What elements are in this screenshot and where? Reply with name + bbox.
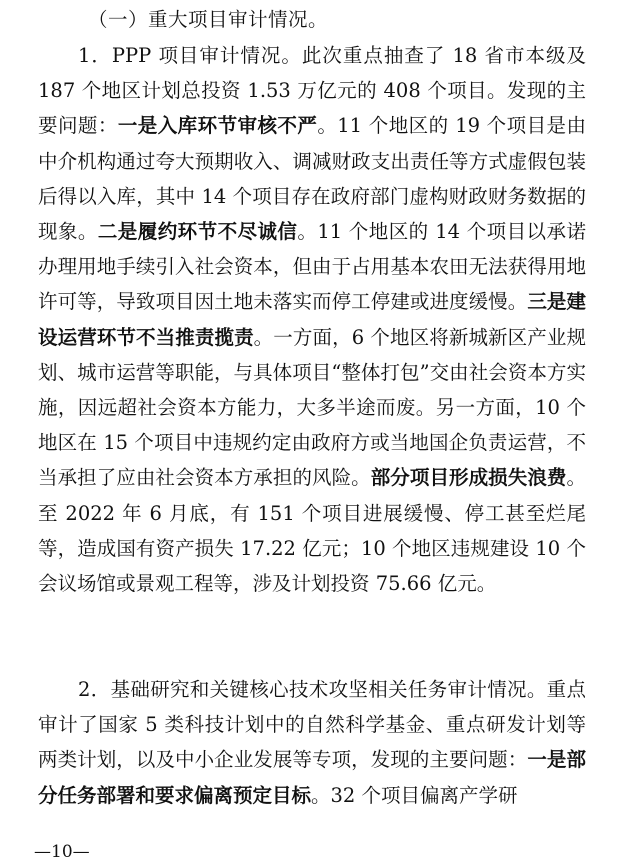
bold-point-1: 一是部分任务部署和要求偏离预定目标 (38, 748, 586, 807)
paragraph-text: 。一方面，6 个地区将新城新区产业规划、城市运营等职能，与具体项目“整体打包”交由社会资本方实施，因远超社会资本方能力，大多半途而废。另一方面，10 个地区在 15 个项目中违规约定由政府方或当地国企负责运营，不当承担了应由社会资本方承担的风险。 (38, 325, 586, 490)
bold-point-1: 一是入库环节审核不严 (117, 114, 318, 138)
paragraph-text: 。32 个项目偏离产学研 (311, 783, 518, 807)
bold-point-4: 部分项目形成损失浪费 (370, 466, 567, 490)
paragraph-text: 。11 个地区的 14 个项目以承诺办理用地手续引入社会资本，但由于占用基本农田无法获得用地许可等，导致项目因土地未落实而停工停建或进度缓慢。 (38, 220, 586, 314)
paragraph-ppp-audit (38, 38, 586, 601)
page-number: —10— (34, 842, 90, 862)
paragraph-text: 2．基础研究和关键核心技术攻坚相关任务审计情况。重点审计了国家 5 类科技计划中的自然科学基金、重点研发计划等两类计划，以及中小企业发展等专项，发现的主要问题： (38, 678, 586, 772)
paragraph-research-audit (38, 672, 586, 813)
section-heading: （一）重大项目审计情况。 (88, 8, 329, 31)
paragraph-text: 。至 2022 年 6 月底，有 151 个项目进展缓慢、停工甚至烂尾等，造成国有资产损失 17.22 亿元；10 个地区违规建设 10 个会议场馆或景观工程等，涉及计划投资 75.66 亿元。 (38, 466, 586, 596)
paragraph-text: 。11 个地区的 19 个项目是由中介机构通过夸大预期收入、调减财政支出责任等方式虚假包装后得以入库，其中 14 个项目存在政府部门虚构财政财务数据的现象。 (38, 114, 586, 244)
paragraph-text: 1．PPP 项目审计情况。此次重点抽查了 18 省市本级及 187 个地区计划总投资 1.53 万亿元的 408 个项目。发现的主要问题： (38, 44, 586, 138)
bold-point-3: 三是建设运营环节不当推责揽责 (38, 290, 586, 349)
bold-point-2: 二是履约环节不尽诚信 (97, 220, 298, 244)
